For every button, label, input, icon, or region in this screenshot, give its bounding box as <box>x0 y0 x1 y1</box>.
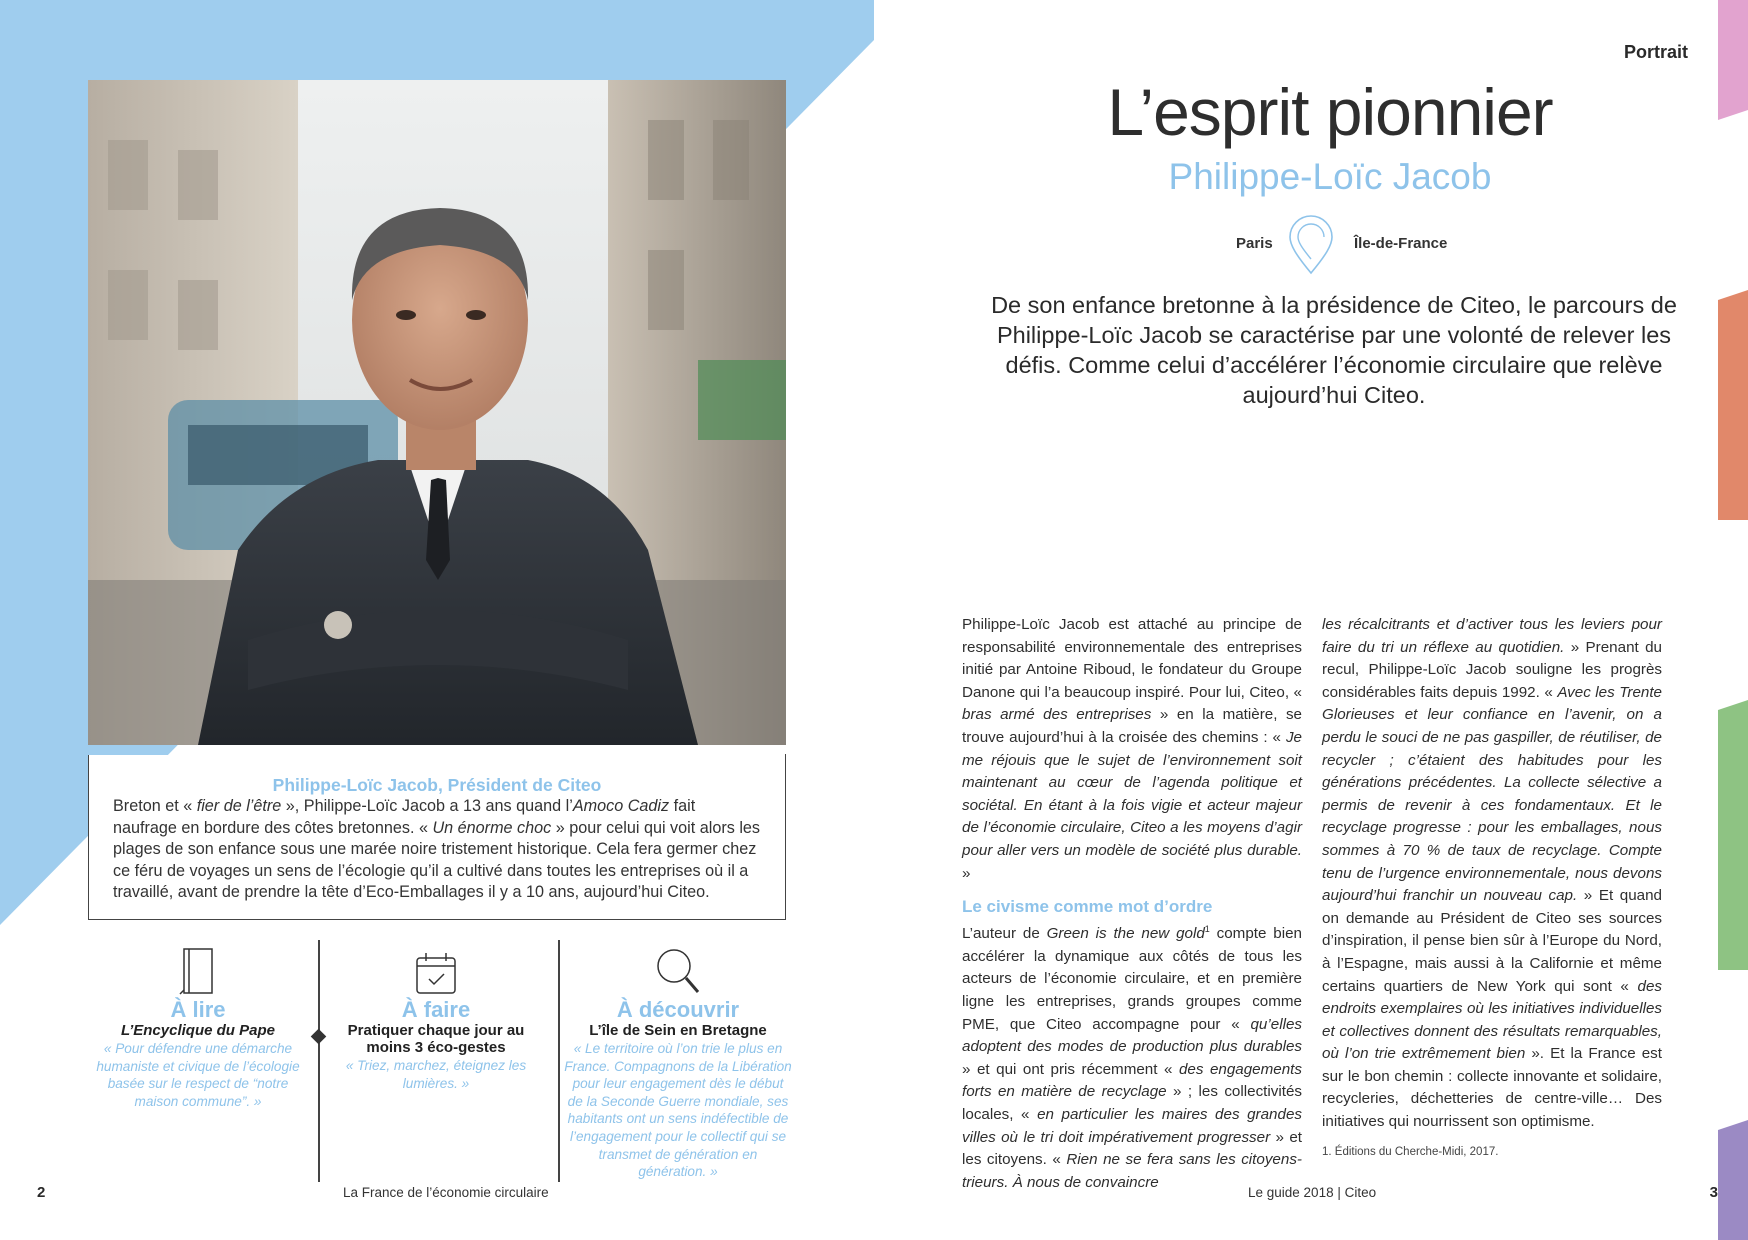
portrait-photo <box>88 80 786 745</box>
location-city: Paris <box>1236 235 1273 252</box>
tip-a-faire <box>326 938 546 1092</box>
page-number: 2 <box>37 1184 46 1201</box>
map-pin-icon <box>1286 215 1336 282</box>
paragraph: Philippe-Loïc Jacob est attaché au principe de responsabilité environnementale des entreprises initié par Antoine Riboud, le fondateur du Groupe Danone qui l’a beaucoup inspiré. Pour lui, Citeo, « bras armé des entreprises » en la matière, se trouve aujourd’hui à la croisée des chemins : « Je me réjouis que le sujet de l’environnement soit maintenant au cœur de l’agenda politique et sociétal. En étant à la fois vigie et acteur majeur de l’économie circulaire, Citeo a les moyens d’agir pour aller vers un modèle de société plus durable. » <box>962 616 1302 882</box>
caption-box <box>88 755 786 920</box>
tips-section <box>88 938 792 1183</box>
tip-heading: À découvrir <box>616 997 740 1022</box>
magnifier-icon <box>564 938 792 996</box>
edge-tab-purple <box>1709 1120 1748 1240</box>
footer-title: La France de l’économie circulaire <box>343 1185 549 1200</box>
tip-a-lire <box>88 938 308 1110</box>
caption-title: Philippe-Loïc Jacob, Président de Citeo <box>272 775 602 795</box>
article-column-1 <box>962 614 1302 1194</box>
tip-heading: À faire <box>401 997 471 1022</box>
book-icon <box>88 938 308 996</box>
page-number: 3 <box>1709 1184 1718 1201</box>
divider-diamond <box>311 1029 327 1045</box>
footnote: 1. Éditions du Cherche-Midi, 2017. <box>1322 1146 1499 1158</box>
article-column-2 <box>1322 614 1662 1134</box>
calendar-icon <box>326 938 546 996</box>
tip-quote: « Le territoire où l’on trie le plus en France. Compagnons de la Libération pour leur engagement dès le début de la Seconde Guerre mondiale, ses habitants ont un sens indéfectible de l’engagement pour le collectif qui se transmet de génération en génération. » <box>564 1041 792 1180</box>
divider <box>318 940 320 1182</box>
tip-quote: « Triez, marchez, éteignez les lumières. » <box>345 1058 527 1091</box>
paragraph: les récalcitrants et d’activer tous les leviers pour faire du tri un réflexe au quotidien. » Prenant du recul, Philippe-Loïc Jacob souligne les progrès considérables faits depuis 1992. « Avec les Trente Glorieuses et leur confiance en l’avenir, on a perdu le souci de ne pas gaspiller, de réutiliser, de recycler ; c’étaient des habitudes pour les générations précédentes. La collecte sélective a permis de revenir à ces fondamentaux. Et le recyclage progresse : pour les emballages, nous sommes à 70 % de taux de recyclage. Compte tenu de l’urgence environnementale, nous devons aujourd’hui franchir un nouveau cap. » Et quand on demande au Président de Citeo ses sources d’inspiration, il pense bien sûr à l’Europe du Nord, à l’Espagne, mais aussi à la Californie et même certains quartiers de New York qui sont « des endroits exemplaires où les initiatives individuelles et collectives donnent des résultats remarquables, où l’on trie extrêmement bien ». Et la France est sur le bon chemin : collecte innovante et solidaire, recycleries, déchetteries de centre-ville… Des initiatives qui nourrissent son optimisme. <box>1322 616 1662 1131</box>
edge-tab-pink <box>1712 0 1748 120</box>
edge-tab-green <box>1712 700 1748 970</box>
location-region: Île-de-France <box>1354 235 1448 252</box>
section-label: Portrait <box>1623 42 1688 62</box>
paragraph: L’auteur de Green is the new gold$^1$ compte bien accélérer la dynamique aux côtés de tous les acteurs de l’économie circulaire, et en première ligne les entreprises, grands groupes comme PME, que Citeo accompagne pour « qu’elles adoptent des modes de production plus durables » et qui ont pris récemment « des engagements forts en matière de recyclage » ; les collectivités locales, « en particulier les maires des grandes villes où le tri doit impérativement progresser » et les citoyens. « Rien ne se fera sans les citoyens-trieurs. À nous de convaincre <box>962 924 1302 1191</box>
section-heading: Le civisme comme mot d’ordre <box>962 897 1213 917</box>
tip-quote: « Pour défendre une démarche humaniste et civique de l’écologie basée sur le respect de “notre maison commune”. » <box>96 1041 300 1109</box>
tip-a-decouvrir <box>564 938 792 1181</box>
right-page <box>874 0 1748 1240</box>
tip-subtitle: L’Encyclique du Pape <box>121 1022 275 1039</box>
tip-subtitle: Pratiquer chaque jour au moins 3 éco-gestes <box>347 1022 525 1056</box>
divider <box>558 940 560 1182</box>
caption-text: Breton et « fier de l’être », Philippe-Loïc Jacob a 13 ans quand l’Amoco Cadiz fait naufrage en bordure des côtes bretonnes. « Un énorme choc » pour celui qui voit alors les plages de son enfance sous une marée noire tristement historique. Cela fera germer chez ce féru de voyages un sens de l’écologie qu’il a cultivé dans toutes les entreprises où il a travaillé, avant de prendre la tête d’Eco-Emballages il y a 10 ans, aujourd’hui Citeo. <box>113 797 761 901</box>
tip-subtitle: L’île de Sein en Bretagne <box>589 1022 767 1039</box>
edge-tab-orange <box>1712 290 1748 520</box>
tip-heading: À lire <box>170 997 226 1022</box>
footer-title: Le guide 2018 | Citeo <box>1248 1185 1377 1200</box>
page-title: L’esprit pionnier <box>1107 75 1553 149</box>
page-subtitle: Philippe-Loïc Jacob <box>1168 156 1492 197</box>
lead-paragraph: De son enfance bretonne à la présidence de Citeo, le parcours de Philippe-Loïc Jacob se caractérise par une volonté de relever les défis. Comme celui d’accélérer l’économie circulaire que relève aujourd’hui Citeo. <box>991 292 1677 408</box>
